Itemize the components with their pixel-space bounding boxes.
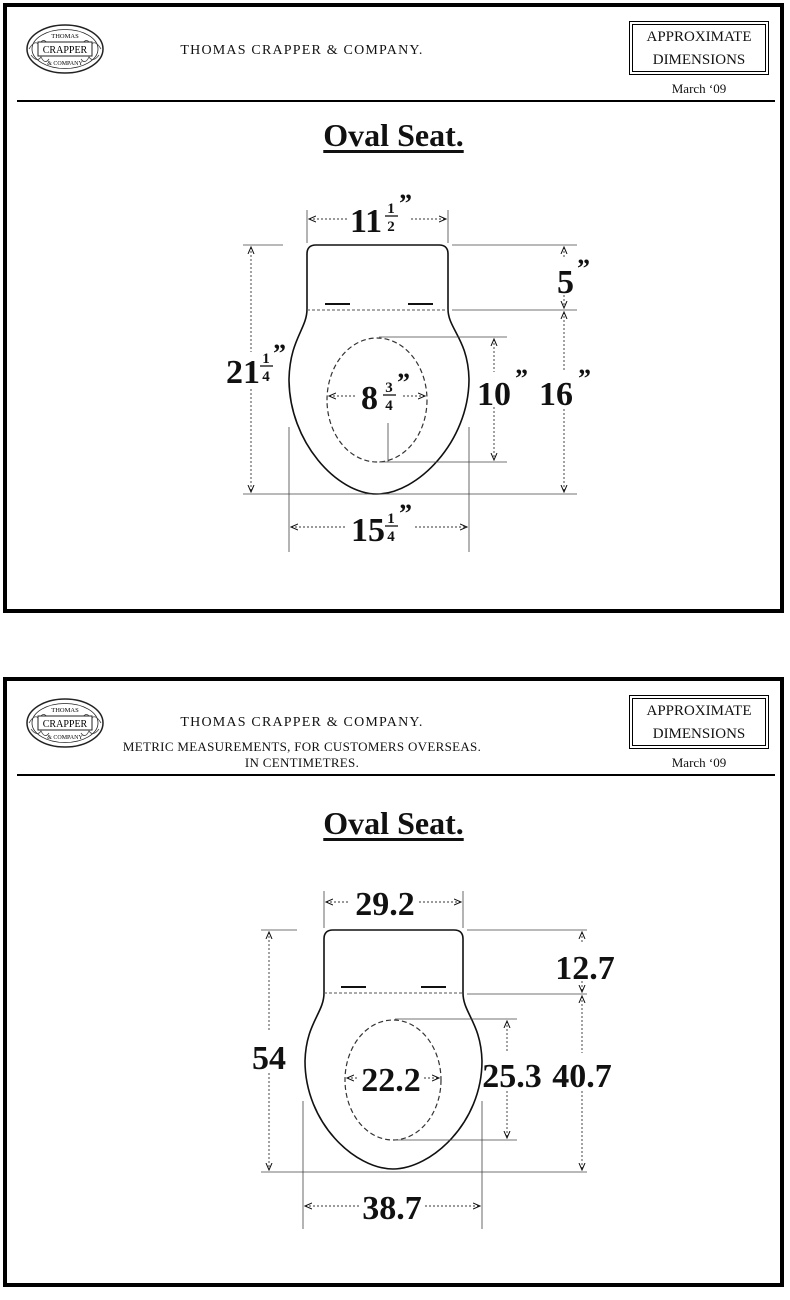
box-label-line1: APPROXIMATE	[646, 703, 752, 719]
dim-overall-length: 21	[226, 354, 260, 391]
box-label-line2: DIMENSIONS	[652, 726, 746, 742]
logo-top-text: THOMAS	[51, 707, 79, 714]
svg-text:4: 4	[387, 529, 395, 545]
logo-center-text: CRAPPER	[42, 719, 88, 730]
svg-text:”: ”	[399, 499, 412, 528]
dim-top-width: 11	[350, 203, 383, 240]
page-title: Oval Seat.	[323, 805, 464, 841]
box-label-line2: DIMENSIONS	[652, 52, 746, 68]
dim-seat-length: 16	[539, 376, 573, 413]
svg-text:3: 3	[385, 380, 393, 396]
metric-subtitle-line2: IN CENTIMETRES.	[244, 755, 360, 770]
dim-seat-length: 40.7	[552, 1058, 612, 1095]
svg-text:”: ”	[578, 364, 591, 393]
dim-overall-width: 38.7	[362, 1190, 422, 1227]
seat-dimension-drawing	[7, 681, 780, 1283]
logo-center-text: CRAPPER	[42, 45, 88, 56]
dim-opening-width: 22.2	[361, 1062, 421, 1099]
dim-opening-width: 8	[361, 380, 378, 417]
revision-date: March ‘09	[671, 81, 727, 96]
dim-overall-length: 54	[252, 1040, 286, 1077]
svg-text:1: 1	[262, 351, 270, 367]
dim-opening-length: 10	[477, 376, 511, 413]
svg-text:1: 1	[387, 511, 395, 527]
seat-outline	[305, 930, 482, 1169]
dim-top-width: 29.2	[355, 886, 415, 923]
metric-subtitle-line1: METRIC MEASUREMENTS, FOR CUSTOMERS OVERSEAS.	[122, 739, 482, 754]
company-name: THOMAS CRAPPER & COMPANY.	[180, 43, 424, 58]
company-name: THOMAS CRAPPER & COMPANY.	[180, 715, 424, 730]
svg-text:4: 4	[385, 398, 393, 414]
svg-text:”: ”	[515, 364, 528, 393]
dim-overall-width: 15	[351, 512, 385, 549]
svg-text:4: 4	[262, 369, 270, 385]
svg-text:2: 2	[387, 219, 395, 235]
dim-opening-length: 25.3	[482, 1058, 542, 1095]
svg-text:”: ”	[397, 368, 410, 397]
svg-text:1: 1	[387, 201, 395, 217]
logo-top-text: THOMAS	[51, 33, 79, 40]
page-title: Oval Seat.	[323, 117, 464, 153]
logo-bottom-text: & COMPANY	[47, 735, 83, 741]
metric-sheet	[3, 677, 784, 1287]
svg-text:”: ”	[273, 339, 286, 368]
svg-text:”: ”	[577, 254, 590, 283]
dim-lid-height: 5	[557, 264, 574, 301]
logo-bottom-text: & COMPANY	[47, 61, 83, 67]
box-label-line1: APPROXIMATE	[646, 29, 752, 45]
revision-date: March ‘09	[671, 755, 727, 770]
svg-text:”: ”	[399, 189, 412, 218]
seat-outline	[289, 245, 469, 494]
dim-lid-height: 12.7	[555, 950, 615, 987]
seat-dimension-drawing	[7, 7, 780, 609]
imperial-sheet	[3, 3, 784, 613]
